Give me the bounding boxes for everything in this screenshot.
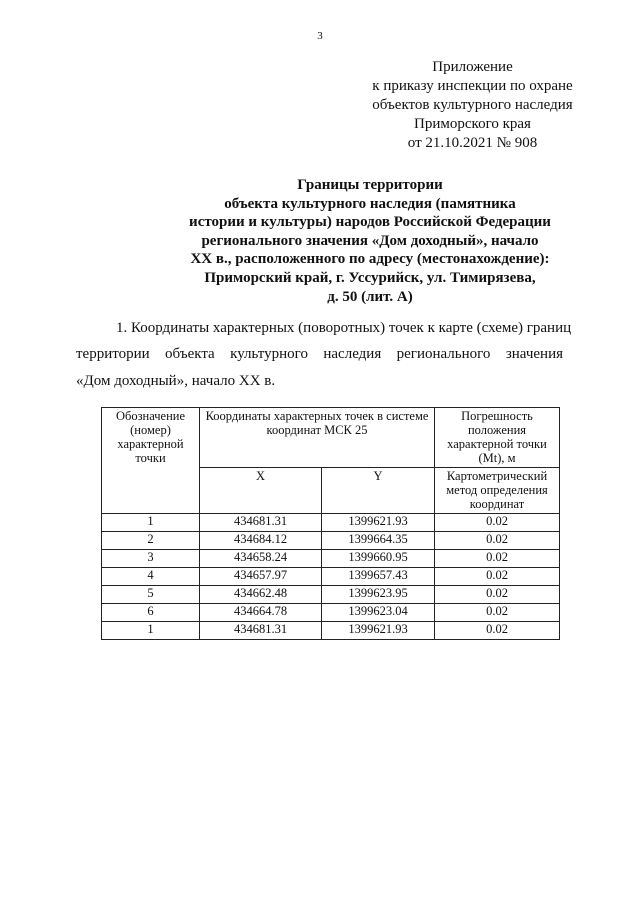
appendix-line: Приморского края <box>414 116 531 132</box>
appendix-line: объектов культурного наследия <box>372 97 573 113</box>
cell-error: 0.02 <box>435 514 560 532</box>
title-line: Границы территории <box>297 177 443 193</box>
cell-y: 1399623.95 <box>322 586 435 604</box>
cell-x: 434684.12 <box>200 532 322 550</box>
header-coordinates: Координаты характерных точек в системе координат МСК 25 <box>200 408 435 468</box>
cell-y: 1399621.93 <box>322 622 435 640</box>
cell-y: 1399657.43 <box>322 568 435 586</box>
cell-x: 434658.24 <box>200 550 322 568</box>
cell-error: 0.02 <box>435 532 560 550</box>
cell-y: 1399664.35 <box>322 532 435 550</box>
cell-x: 434662.48 <box>200 586 322 604</box>
coordinates-table <box>101 407 560 640</box>
table-row <box>102 622 560 640</box>
cell-x: 434681.31 <box>200 622 322 640</box>
cell-error: 0.02 <box>435 604 560 622</box>
table-header-row <box>102 408 560 468</box>
header-y: Y <box>322 468 435 514</box>
page-number: 3 <box>317 30 323 42</box>
header-error: Погрешность положения характерной точки (Mt), м <box>435 408 560 468</box>
paragraph-line: «Дом доходный», начало XX в. <box>76 373 276 389</box>
title-line: XX в., расположенного по адресу (местонахождение): <box>190 251 550 268</box>
cell-x: 434681.31 <box>200 514 322 532</box>
table-row <box>102 532 560 550</box>
cell-x: 434657.97 <box>200 568 322 586</box>
table-row <box>102 514 560 532</box>
cell-point: 3 <box>102 550 200 568</box>
cell-y: 1399623.04 <box>322 604 435 622</box>
document-title <box>150 176 590 306</box>
cell-y: 1399621.93 <box>322 514 435 532</box>
title-line: Приморский край, г. Уссурийск, ул. Тимирязева, <box>204 269 536 286</box>
cell-error: 0.02 <box>435 550 560 568</box>
cell-point: 4 <box>102 568 200 586</box>
cell-point: 1 <box>102 514 200 532</box>
title-line: истории и культуры) народов Российской Федерации <box>189 214 551 231</box>
paragraph-line: 1. Координаты характерных (поворотных) точек к карте (схеме) границ <box>116 320 572 336</box>
header-x: X <box>200 468 322 514</box>
appendix-line: от 21.10.2021 № 908 <box>407 135 538 151</box>
table-row <box>102 550 560 568</box>
paragraph-line: территории объекта культурного наследия регионального значения <box>76 346 563 362</box>
appendix-block <box>330 58 615 153</box>
appendix-line: к приказу инспекции по охране <box>372 78 573 94</box>
cell-point: 6 <box>102 604 200 622</box>
appendix-line: Приложение <box>432 59 513 75</box>
cell-x: 434664.78 <box>200 604 322 622</box>
title-line: регионального значения «Дом доходный», начало <box>201 232 539 249</box>
cell-point: 2 <box>102 532 200 550</box>
cell-error: 0.02 <box>435 568 560 586</box>
table-row <box>102 586 560 604</box>
title-line: д. 50 (лит. А) <box>327 288 413 305</box>
cell-point: 1 <box>102 622 200 640</box>
header-designation: Обозначение (номер) характерной точки <box>102 408 200 514</box>
table-row <box>102 604 560 622</box>
cell-error: 0.02 <box>435 586 560 604</box>
cell-point: 5 <box>102 586 200 604</box>
title-line: объекта культурного наследия (памятника <box>224 195 516 212</box>
cell-error: 0.02 <box>435 622 560 640</box>
header-method: Картометрический метод определения координат <box>435 468 560 514</box>
table-row <box>102 568 560 586</box>
cell-y: 1399660.95 <box>322 550 435 568</box>
